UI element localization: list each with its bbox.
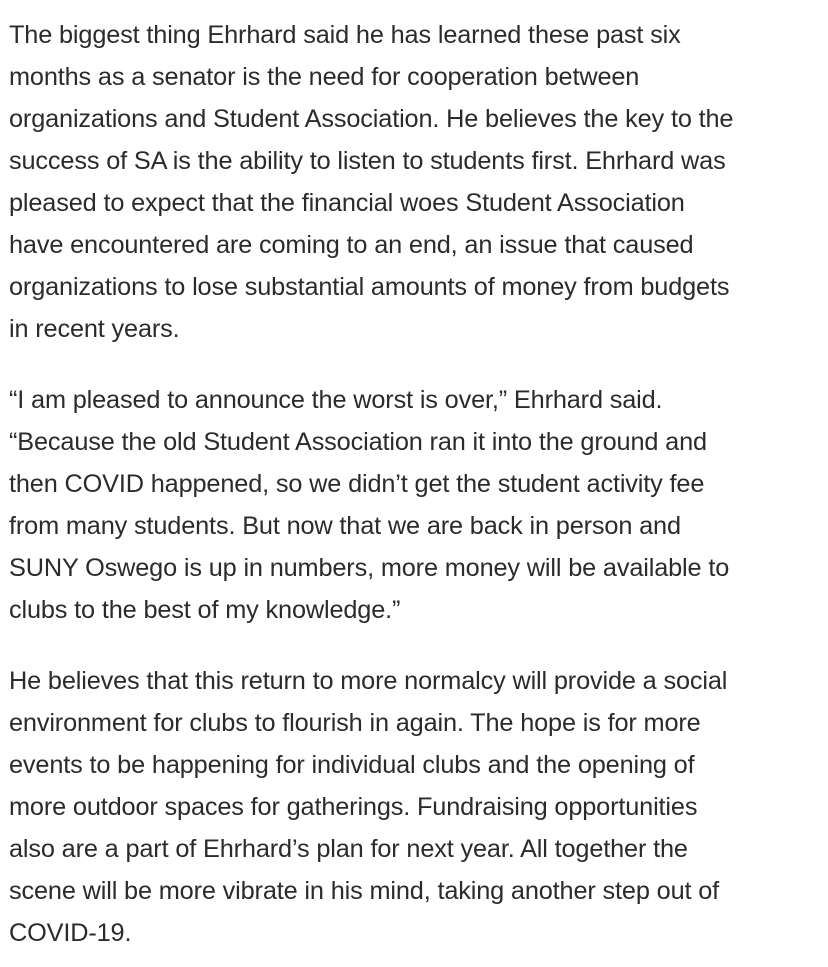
paragraph-line: have encountered are coming to an end, an issue that caused [9,231,694,259]
paragraph-line: SUNY Oswego is up in numbers, more money will be available to [9,554,730,582]
paragraph-line: The biggest thing Ehrhard said he has learned these past six [9,21,681,49]
paragraph-line: COVID-19. [9,919,132,947]
paragraph-line: events to be happening for individual clubs and the opening of [9,751,695,779]
paragraph-line: from many students. But now that we are back in person and [9,512,681,540]
paragraph-line: “I am pleased to announce the worst is over,” Ehrhard said. [9,386,663,414]
paragraph-line: He believes that this return to more normalcy will provide a social [9,667,728,695]
paragraph-line: environment for clubs to flourish in again. The hope is for more [9,709,701,737]
article-paragraph [9,379,821,631]
paragraph-line: “Because the old Student Association ran it into the ground and [9,428,707,456]
paragraph-line: organizations and Student Association. He believes the key to the [9,105,734,133]
paragraph-line: pleased to expect that the financial woes Student Association [9,189,685,217]
article-body [9,14,821,954]
paragraph-line: clubs to the best of my knowledge.” [9,596,401,624]
paragraph-line: organizations to lose substantial amounts of money from budgets [9,273,730,301]
article-paragraph [9,660,821,954]
paragraph-line: success of SA is the ability to listen to students first. Ehrhard was [9,147,726,175]
paragraph-line: scene will be more vibrate in his mind, taking another step out of [9,877,720,905]
paragraph-line: months as a senator is the need for cooperation between [9,63,640,91]
paragraph-line: in recent years. [9,315,180,343]
paragraph-line: then COVID happened, so we didn’t get the student activity fee [9,470,705,498]
article-paragraph [9,14,821,350]
paragraph-line: more outdoor spaces for gatherings. Fundraising opportunities [9,793,698,821]
paragraph-line: also are a part of Ehrhard’s plan for next year. All together the [9,835,688,863]
